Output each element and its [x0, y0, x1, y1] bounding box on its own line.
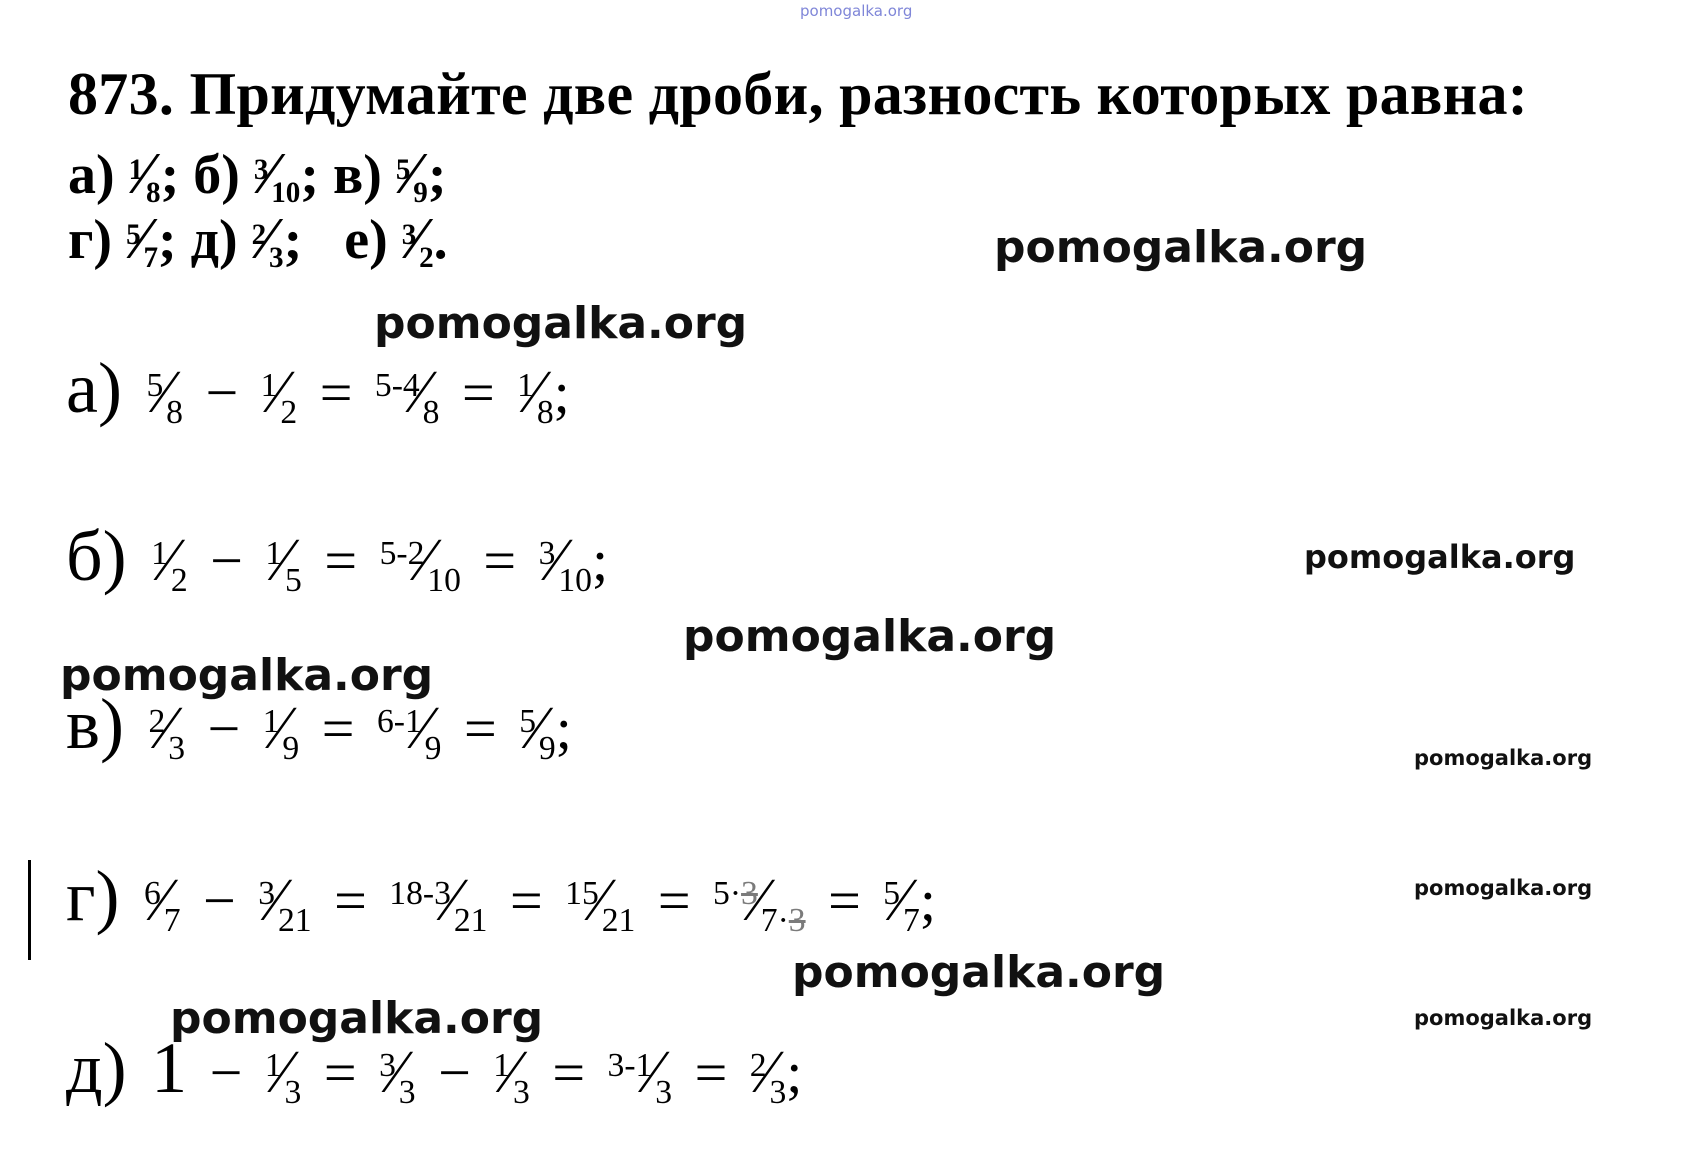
fraction: $^2$⁄3 [251, 206, 284, 275]
denominator: 21 [453, 901, 488, 939]
denominator [761, 902, 806, 939]
cancelled-factor: 3 [741, 874, 758, 912]
fraction: $^{18-3}$⁄21 [389, 867, 488, 939]
semicolon: ; [591, 528, 609, 593]
fraction: $^1$⁄2 [151, 527, 188, 599]
denominator: 10 [271, 177, 301, 210]
numerator: 5 [519, 702, 537, 740]
fraction: $^5$⁄7 [126, 206, 158, 275]
item-label: е) [344, 209, 388, 271]
fraction: $^{5\cdot 3}$⁄7·3 [713, 867, 806, 939]
equals-sign: = [463, 696, 497, 761]
fraction: $^{5-4}$⁄8 [374, 359, 440, 431]
denominator: 21 [277, 901, 312, 939]
numerator: 1 [262, 702, 280, 740]
semicolon: ; [555, 696, 572, 761]
separator: ; [427, 144, 447, 206]
denominator: 9 [413, 177, 428, 210]
denominator: 21 [601, 901, 636, 939]
watermark: pomogalka.org [170, 993, 544, 1044]
item-label: в) [333, 144, 382, 206]
fraction: $^5$⁄7 [883, 867, 920, 939]
equals-sign: = [321, 696, 355, 761]
fraction: $^3$⁄2 [401, 206, 434, 275]
denominator: 3 [769, 1073, 787, 1111]
numerator: 3 [258, 874, 276, 912]
task-line-1 [68, 140, 447, 210]
numerator: 1 [260, 366, 278, 404]
task-line-2 [68, 205, 448, 275]
denominator: 7 [143, 242, 158, 275]
fraction: $^3$⁄3 [379, 1039, 416, 1111]
solution-label: д) [66, 1028, 127, 1108]
solution-label: б) [66, 516, 127, 596]
numerator: 3 [253, 154, 269, 187]
whole-number: 1 [151, 1028, 188, 1108]
fraction: $^{3-1}$⁄3 [607, 1039, 673, 1111]
numerator: 15 [565, 874, 599, 912]
numerator: 3-1 [607, 1046, 653, 1084]
denominator: 3 [168, 729, 185, 767]
watermark: pomogalka.org [683, 611, 1057, 662]
fraction: $^1$⁄8 [517, 359, 554, 431]
numerator-factor: 5· [713, 874, 742, 912]
separator: ; [160, 144, 180, 206]
task-title: 873. Придумайте две дроби, разность которых равна: [68, 61, 1529, 127]
equals-sign: = [461, 360, 495, 425]
separator: ; [283, 209, 303, 271]
numerator: 5 [883, 874, 901, 912]
watermark: pomogalka.org [1414, 1006, 1593, 1030]
numerator: 1 [517, 366, 534, 404]
item-label: б) [193, 144, 240, 206]
numerator: 3 [538, 534, 556, 572]
numerator: 1 [265, 534, 283, 572]
denominator: 3 [655, 1073, 673, 1111]
equals-sign: = [509, 868, 543, 933]
task-item-e [344, 206, 448, 275]
watermark: pomogalka.org [1414, 746, 1593, 770]
denominator: 3 [284, 1073, 302, 1111]
numerator: 1 [264, 1046, 282, 1084]
fraction: $^3$⁄21 [258, 867, 312, 939]
numerator: 6-1 [376, 702, 422, 740]
equals-sign: = [552, 1040, 586, 1105]
fraction: $^{5-2}$⁄10 [379, 527, 461, 599]
numerator: 2 [749, 1046, 767, 1084]
margin-bar [28, 860, 31, 960]
task-item-b [193, 141, 320, 210]
denominator: 7 [163, 901, 181, 939]
denominator: 5 [285, 561, 302, 599]
minus-sign: − [203, 868, 236, 933]
numerator: 1 [151, 534, 168, 572]
cancelled-factor: 3 [788, 901, 806, 939]
numerator: 1 [128, 154, 144, 187]
equals-sign: = [828, 868, 861, 933]
denominator: 3 [513, 1073, 530, 1111]
watermark: pomogalka.org [60, 650, 434, 701]
denominator: 9 [538, 729, 556, 767]
fraction: $^1$⁄3 [264, 1039, 302, 1111]
watermark: pomogalka.org [792, 947, 1166, 998]
denominator-factor: 7· [760, 901, 789, 939]
fraction: $^5$⁄9 [519, 695, 556, 767]
equals-sign: = [483, 528, 517, 593]
equals-sign: = [334, 868, 367, 933]
semicolon: ; [919, 868, 936, 933]
equals-sign: = [657, 868, 691, 933]
solution-label: в) [66, 684, 124, 764]
watermark: pomogalka.org [1304, 538, 1576, 576]
equals-sign: = [324, 528, 358, 593]
numerator: 6 [144, 874, 161, 912]
numerator: 18-3 [389, 874, 451, 912]
numerator: 2 [148, 702, 166, 740]
solution-b [66, 516, 609, 599]
numerator: 2 [251, 219, 267, 252]
watermark: pomogalka.org [994, 222, 1368, 273]
fraction: $^1$⁄8 [128, 141, 161, 210]
task-item-v [333, 141, 447, 210]
fraction: $^2$⁄3 [148, 695, 185, 767]
separator: ; [158, 209, 177, 271]
fraction: $^5$⁄8 [146, 359, 183, 431]
fraction: $^2$⁄3 [749, 1039, 787, 1111]
fraction: $^1$⁄3 [493, 1039, 530, 1111]
watermark: pomogalka.org [374, 298, 748, 349]
separator: ; [300, 144, 320, 206]
watermark: pomogalka.org [1414, 876, 1593, 900]
denominator: 8 [166, 393, 183, 431]
item-label: г) [68, 209, 113, 271]
denominator: 2 [419, 242, 434, 275]
top-watermark: pomogalka.org [800, 2, 913, 20]
denominator: 9 [424, 729, 442, 767]
fraction: $^{15}$⁄21 [565, 867, 636, 939]
denominator: 10 [427, 561, 461, 599]
numerator: 5-4 [374, 366, 420, 404]
numerator: 3 [379, 1046, 396, 1084]
denominator: 3 [398, 1073, 416, 1111]
minus-sign: − [207, 696, 241, 761]
solution-label: а) [66, 348, 122, 428]
task-item-a [68, 141, 180, 210]
fraction: $^1$⁄5 [265, 527, 302, 599]
denominator: 3 [269, 242, 284, 275]
denominator: 8 [146, 177, 161, 210]
solution-label: г) [66, 856, 120, 936]
task-item-g [68, 206, 177, 275]
fraction: $^5$⁄9 [395, 141, 428, 210]
minus-sign: − [205, 360, 239, 425]
denominator: 2 [280, 393, 298, 431]
item-label: д) [190, 209, 238, 271]
numerator: 5-2 [379, 534, 425, 572]
denominator: 8 [422, 393, 440, 431]
numerator: 5 [146, 366, 164, 404]
fraction: $^6$⁄7 [144, 867, 181, 939]
item-label: а) [68, 144, 115, 206]
denominator: 10 [558, 561, 592, 599]
task-item-d [190, 206, 303, 275]
numerator: 1 [493, 1046, 511, 1084]
minus-sign: − [210, 528, 243, 593]
equals-sign: = [319, 360, 353, 425]
solution-a [66, 348, 570, 431]
fraction: $^3$⁄10 [253, 141, 301, 210]
denominator: 9 [282, 729, 300, 767]
denominator: 7 [903, 901, 920, 939]
equals-sign: = [694, 1040, 728, 1105]
minus-sign: − [209, 1040, 243, 1105]
numerator: 3 [401, 219, 417, 252]
separator: . [433, 209, 448, 271]
semicolon: ; [553, 360, 570, 425]
solution-g [66, 856, 936, 939]
numerator: 5 [395, 154, 411, 187]
minus-sign: − [438, 1040, 471, 1105]
denominator: 2 [170, 561, 188, 599]
fraction: $^1$⁄9 [262, 695, 300, 767]
semicolon: ; [786, 1040, 803, 1105]
fraction: $^3$⁄10 [538, 527, 592, 599]
denominator: 8 [536, 393, 554, 431]
fraction: $^1$⁄2 [260, 359, 298, 431]
fraction: $^{6-1}$⁄9 [376, 695, 442, 767]
numerator [713, 875, 758, 912]
numerator: 5 [126, 219, 141, 252]
equals-sign: = [323, 1040, 357, 1105]
